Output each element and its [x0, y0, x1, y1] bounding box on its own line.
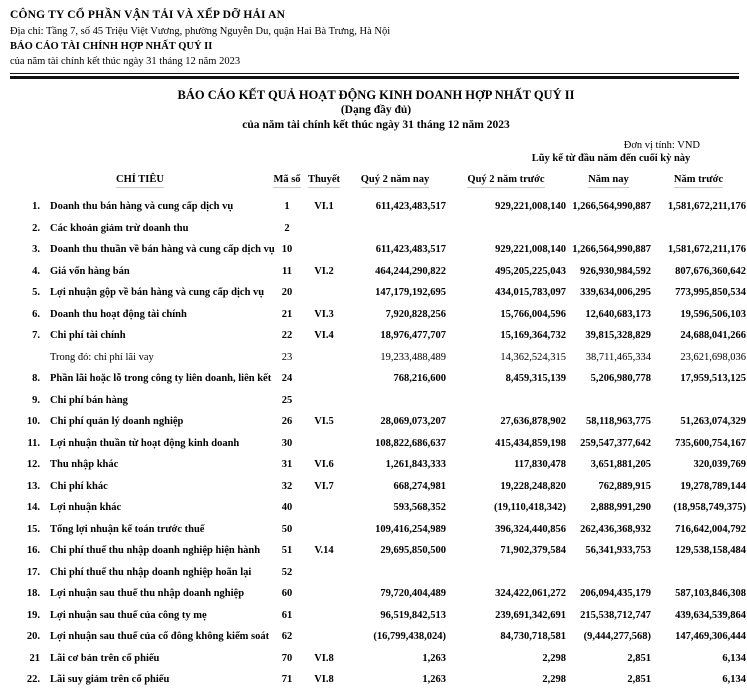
header-divider: [10, 73, 739, 79]
row-code: 51: [281, 545, 293, 557]
row-number: 2.: [32, 222, 40, 234]
row-code: 52: [281, 566, 293, 578]
row-value-ytd-prior: 320,039,769: [693, 459, 746, 471]
row-value-q2-current: 108,822,686,637: [375, 437, 446, 449]
row-value-q2-prior: 14,362,524,315: [500, 351, 566, 363]
row-label: Chi phí khác: [50, 480, 108, 492]
row-value-q2-current: 1,263: [422, 674, 446, 686]
row-value-q2-prior: 15,766,004,596: [500, 308, 566, 320]
table-row: [10, 304, 746, 326]
table-row: [10, 368, 746, 390]
page-subtitle: (Dạng đầy đủ): [340, 104, 412, 117]
table-row: [10, 196, 746, 218]
row-value-ytd-current: 926,930,984,592: [580, 265, 651, 277]
row-value-q2-prior: 396,324,440,856: [495, 523, 566, 535]
row-label: Các khoản giảm trừ doanh thu: [50, 222, 189, 234]
company-name: CÔNG TY CỔ PHẦN VẬN TẢI VÀ XẾP DỠ HẢI AN: [10, 9, 286, 21]
row-value-q2-prior: 15,169,364,732: [500, 330, 566, 342]
row-value-q2-current: (16,799,438,024): [373, 631, 446, 643]
row-code: 21: [281, 308, 293, 320]
table-row: [10, 583, 746, 605]
column-header-ytd-current: Năm nay: [566, 174, 651, 188]
row-number: 5.: [32, 287, 40, 299]
row-value-ytd-prior: 773,995,850,534: [675, 287, 746, 299]
row-code: 10: [281, 244, 293, 256]
table-row: [10, 325, 746, 347]
table-row: [10, 411, 746, 433]
row-value-ytd-current: 215,538,712,747: [580, 609, 651, 621]
row-value-ytd-prior: 807,676,360,642: [675, 265, 746, 277]
table-row: [10, 648, 746, 670]
row-code: 11: [282, 265, 292, 277]
row-value-ytd-prior: 1,581,672,211,176: [667, 201, 746, 213]
row-value-q2-prior: 415,434,859,198: [495, 437, 566, 449]
table-row: [10, 454, 746, 476]
row-value-ytd-current: 56,341,933,753: [585, 545, 651, 557]
table-header-row: [10, 171, 742, 190]
row-code: 40: [281, 502, 293, 514]
row-number: 14.: [26, 502, 40, 514]
table-row: [10, 476, 746, 498]
row-number: 19.: [26, 609, 40, 621]
row-value-ytd-prior: 23,621,698,036: [680, 351, 746, 363]
company-address: Địa chỉ: Tầng 7, số 45 Triệu Việt Vương, phường Nguyễn Du, quận Hai Bà Trưng, Hà Nội: [10, 25, 391, 37]
table-row: [10, 519, 746, 541]
row-code: 60: [281, 588, 293, 600]
row-label: Trong đó: chi phí lãi vay: [50, 351, 154, 363]
row-number: 3.: [32, 244, 40, 256]
row-value-ytd-current: 2,851: [627, 652, 651, 664]
row-value-ytd-current: 762,889,915: [598, 480, 651, 492]
row-value-ytd-prior: 51,263,074,329: [680, 416, 746, 428]
row-number: 16.: [26, 545, 40, 557]
row-number: 10.: [26, 416, 40, 428]
row-value-ytd-current: 3,651,881,205: [590, 459, 651, 471]
currency-unit-label: Đơn vị tính: VND: [623, 140, 700, 152]
row-label: Phần lãi hoặc lỗ trong công ty liên doanh, liên kết: [50, 373, 272, 385]
row-number: 21: [29, 652, 40, 664]
row-value-q2-current: 19,233,488,489: [380, 351, 446, 363]
row-value-ytd-prior: 17,959,513,125: [680, 373, 746, 385]
row-note-ref: VI.8: [314, 674, 334, 686]
row-number: 18.: [26, 588, 40, 600]
row-code: 70: [281, 652, 293, 664]
row-code: 31: [281, 459, 293, 471]
row-value-ytd-prior: 19,278,789,144: [680, 480, 746, 492]
row-value-q2-prior: 2,298: [542, 674, 566, 686]
row-value-q2-prior: 929,221,008,140: [495, 201, 566, 213]
row-number: 1.: [32, 201, 40, 213]
row-code: 32: [281, 480, 293, 492]
row-value-q2-current: 18,976,477,707: [380, 330, 446, 342]
row-note-ref: VI.4: [314, 330, 334, 342]
table-row: [10, 562, 742, 584]
row-number: 13.: [26, 480, 40, 492]
row-code: 26: [281, 416, 293, 428]
row-value-ytd-prior: 735,600,754,167: [675, 437, 746, 449]
row-label: Chi phí tài chính: [50, 330, 126, 342]
row-label: Lãi suy giảm trên cổ phiếu: [50, 674, 170, 686]
row-note-ref: VI.7: [314, 480, 334, 492]
report-period: của năm tài chính kết thúc ngày 31 tháng 12 năm 2023: [10, 55, 241, 67]
table-row: [10, 605, 746, 627]
row-value-ytd-prior: 19,596,506,103: [680, 308, 746, 320]
table-row: [10, 540, 746, 562]
row-number: 11.: [27, 437, 40, 449]
row-number: 9.: [32, 394, 40, 406]
cumulative-header-row: [10, 153, 742, 168]
row-value-ytd-prior: 6,134: [722, 652, 746, 664]
table-row: [10, 626, 746, 648]
column-header-note: Thuyết: [304, 174, 344, 188]
row-code: 50: [281, 523, 293, 535]
row-value-ytd-current: 1,266,564,990,887: [572, 201, 651, 213]
row-code: 1: [284, 201, 290, 213]
row-value-q2-current: 768,216,600: [393, 373, 446, 385]
row-value-ytd-current: 1,266,564,990,887: [572, 244, 651, 256]
row-value-q2-prior: 117,830,478: [514, 459, 566, 471]
title-block: [10, 87, 742, 133]
row-label: Giá vốn hàng bán: [50, 265, 130, 277]
row-value-q2-prior: (19,110,418,342): [493, 502, 566, 514]
row-number: 17.: [26, 566, 40, 578]
row-code: 61: [281, 609, 293, 621]
row-value-q2-current: 611,423,483,517: [375, 244, 446, 256]
row-value-ytd-prior: 147,469,306,444: [675, 631, 746, 643]
row-note-ref: VI.5: [314, 416, 334, 428]
row-label: Lãi cơ bản trên cổ phiếu: [50, 652, 160, 664]
row-value-q2-current: 96,519,842,513: [380, 609, 446, 621]
column-header-q2-current: Quý 2 năm nay: [344, 174, 446, 188]
row-value-q2-prior: 19,228,248,820: [500, 480, 566, 492]
row-value-ytd-current: 339,634,006,295: [580, 287, 651, 299]
row-value-q2-prior: 495,205,225,043: [495, 265, 566, 277]
row-value-q2-prior: 71,902,379,584: [500, 545, 566, 557]
row-note-ref: VI.6: [314, 459, 334, 471]
row-note-ref: VI.2: [314, 265, 334, 277]
row-code: 71: [281, 674, 293, 686]
row-number: 12.: [26, 459, 40, 471]
row-value-ytd-prior: 129,538,158,484: [675, 545, 746, 557]
row-value-q2-current: 1,261,843,333: [385, 459, 446, 471]
table-row: [10, 239, 746, 261]
row-value-q2-prior: 434,015,783,097: [495, 287, 566, 299]
row-label: Doanh thu hoạt động tài chính: [50, 308, 187, 320]
row-value-q2-current: 109,416,254,989: [375, 523, 446, 535]
row-value-ytd-current: 12,640,683,173: [585, 308, 651, 320]
row-label: Lợi nhuận thuần từ hoạt động kinh doanh: [50, 437, 240, 449]
table-row: [10, 347, 746, 369]
row-number: 15.: [26, 523, 40, 535]
row-note-ref: VI.3: [314, 308, 334, 320]
report-name: BÁO CÁO TÀI CHÍNH HỢP NHẤT QUÝ II: [10, 41, 213, 53]
row-value-ytd-current: 206,094,435,179: [580, 588, 651, 600]
row-value-ytd-prior: 1,581,672,211,176: [667, 244, 746, 256]
row-label: Lợi nhuận sau thuế của công ty mẹ: [50, 609, 207, 621]
row-value-ytd-current: 262,436,368,932: [580, 523, 651, 535]
row-number: 4.: [32, 265, 40, 277]
row-value-q2-current: 29,695,850,500: [380, 545, 446, 557]
row-value-q2-current: 464,244,290,822: [375, 265, 446, 277]
row-code: 62: [281, 631, 293, 643]
table-row: [10, 669, 746, 691]
row-value-q2-prior: 929,221,008,140: [495, 244, 566, 256]
row-value-q2-prior: 8,459,315,139: [505, 373, 566, 385]
table-row: [10, 433, 746, 455]
row-code: 25: [281, 394, 293, 406]
row-code: 20: [281, 287, 293, 299]
row-value-q2-prior: 2,298: [542, 652, 566, 664]
row-label: Chi phí thuế thu nhập doanh nghiệp hiện hành: [50, 545, 261, 557]
row-label: Thu nhập khác: [50, 459, 119, 471]
row-number: 8.: [32, 373, 40, 385]
table-row: [10, 218, 742, 240]
row-value-q2-prior: 324,422,061,272: [495, 588, 566, 600]
cumulative-header-label: Lũy kế từ đầu năm đến cuối kỳ này: [531, 153, 691, 165]
table-row: [10, 497, 746, 519]
row-label: Chi phí bán hàng: [50, 394, 128, 406]
row-label: Doanh thu bán hàng và cung cấp dịch vụ: [50, 201, 234, 213]
table-row: [10, 261, 746, 283]
row-value-ytd-current: 2,851: [627, 674, 651, 686]
row-value-ytd-prior: 716,642,004,792: [675, 523, 746, 535]
row-value-ytd-current: 5,206,980,778: [590, 373, 651, 385]
row-label: Lợi nhuận khác: [50, 502, 122, 514]
row-value-ytd-current: 39,815,328,829: [585, 330, 651, 342]
row-value-ytd-current: 259,547,377,642: [580, 437, 651, 449]
row-value-q2-prior: 27,636,878,902: [500, 416, 566, 428]
table-row: [10, 282, 746, 304]
row-code: 2: [284, 222, 290, 234]
row-number: 20.: [26, 631, 40, 643]
row-note-ref: VI.8: [314, 652, 334, 664]
row-code: 22: [281, 330, 293, 342]
row-label: Lợi nhuận sau thuế thu nhập doanh nghiệp: [50, 588, 245, 600]
row-value-ytd-prior: 24,688,041,266: [680, 330, 746, 342]
row-value-ytd-current: 58,118,963,775: [585, 416, 651, 428]
row-number: 6.: [32, 308, 40, 320]
row-value-q2-current: 668,274,981: [393, 480, 446, 492]
row-value-q2-current: 1,263: [422, 652, 446, 664]
column-header-item: CHỈ TIÊU: [10, 174, 270, 188]
page-title-period: của năm tài chính kết thúc ngày 31 tháng 12 năm 2023: [242, 119, 510, 132]
column-header-code: Mã số: [270, 174, 304, 188]
row-value-q2-current: 147,179,192,695: [375, 287, 446, 299]
row-number: 22.: [26, 674, 40, 686]
row-value-q2-prior: 239,691,342,691: [495, 609, 566, 621]
row-value-ytd-prior: 6,134: [722, 674, 746, 686]
row-value-ytd-prior: 587,103,846,308: [675, 588, 746, 600]
report-table-body: [10, 196, 746, 691]
row-value-q2-current: 28,069,073,207: [380, 416, 446, 428]
row-label: Chi phí thuế thu nhập doanh nghiệp hoãn lại: [50, 566, 252, 578]
column-header-q2-prior: Quý 2 năm trước: [446, 174, 566, 188]
row-code: 24: [281, 373, 293, 385]
row-value-q2-current: 79,720,404,489: [380, 588, 446, 600]
row-value-q2-current: 593,568,352: [393, 502, 446, 514]
row-value-ytd-current: 2,888,991,290: [590, 502, 651, 514]
row-value-ytd-prior: (18,958,749,375): [673, 502, 746, 514]
row-note-ref: VI.1: [314, 201, 334, 213]
row-code: 23: [281, 351, 293, 363]
row-label: Chi phí quản lý doanh nghiệp: [50, 416, 184, 428]
row-value-q2-prior: 84,730,718,581: [500, 631, 566, 643]
row-label: Lợi nhuận gộp về bán hàng và cung cấp dịch vụ: [50, 287, 265, 299]
row-label: Lợi nhuận sau thuế của cổ đông không kiểm soát: [50, 631, 270, 643]
column-header-ytd-prior: Năm trước: [651, 174, 746, 188]
row-label: Tổng lợi nhuận kế toán trước thuế: [50, 523, 205, 535]
row-value-ytd-current: 38,711,465,334: [585, 351, 651, 363]
row-code: 30: [281, 437, 293, 449]
row-value-q2-current: 7,920,828,256: [385, 308, 446, 320]
income-statement-table: [10, 171, 746, 691]
page-title: BÁO CÁO KẾT QUẢ HOẠT ĐỘNG KINH DOANH HỢP NHẤT QUÝ II: [177, 88, 575, 103]
row-number: 7.: [32, 330, 40, 342]
row-label: Doanh thu thuần về bán hàng và cung cấp dịch vụ: [50, 244, 275, 256]
row-value-q2-current: 611,423,483,517: [375, 201, 446, 213]
letterhead: [10, 8, 742, 68]
table-row: [10, 390, 742, 412]
row-note-ref: V.14: [314, 545, 334, 557]
row-value-ytd-current: (9,444,277,568): [583, 631, 651, 643]
row-value-ytd-prior: 439,634,539,864: [675, 609, 746, 621]
